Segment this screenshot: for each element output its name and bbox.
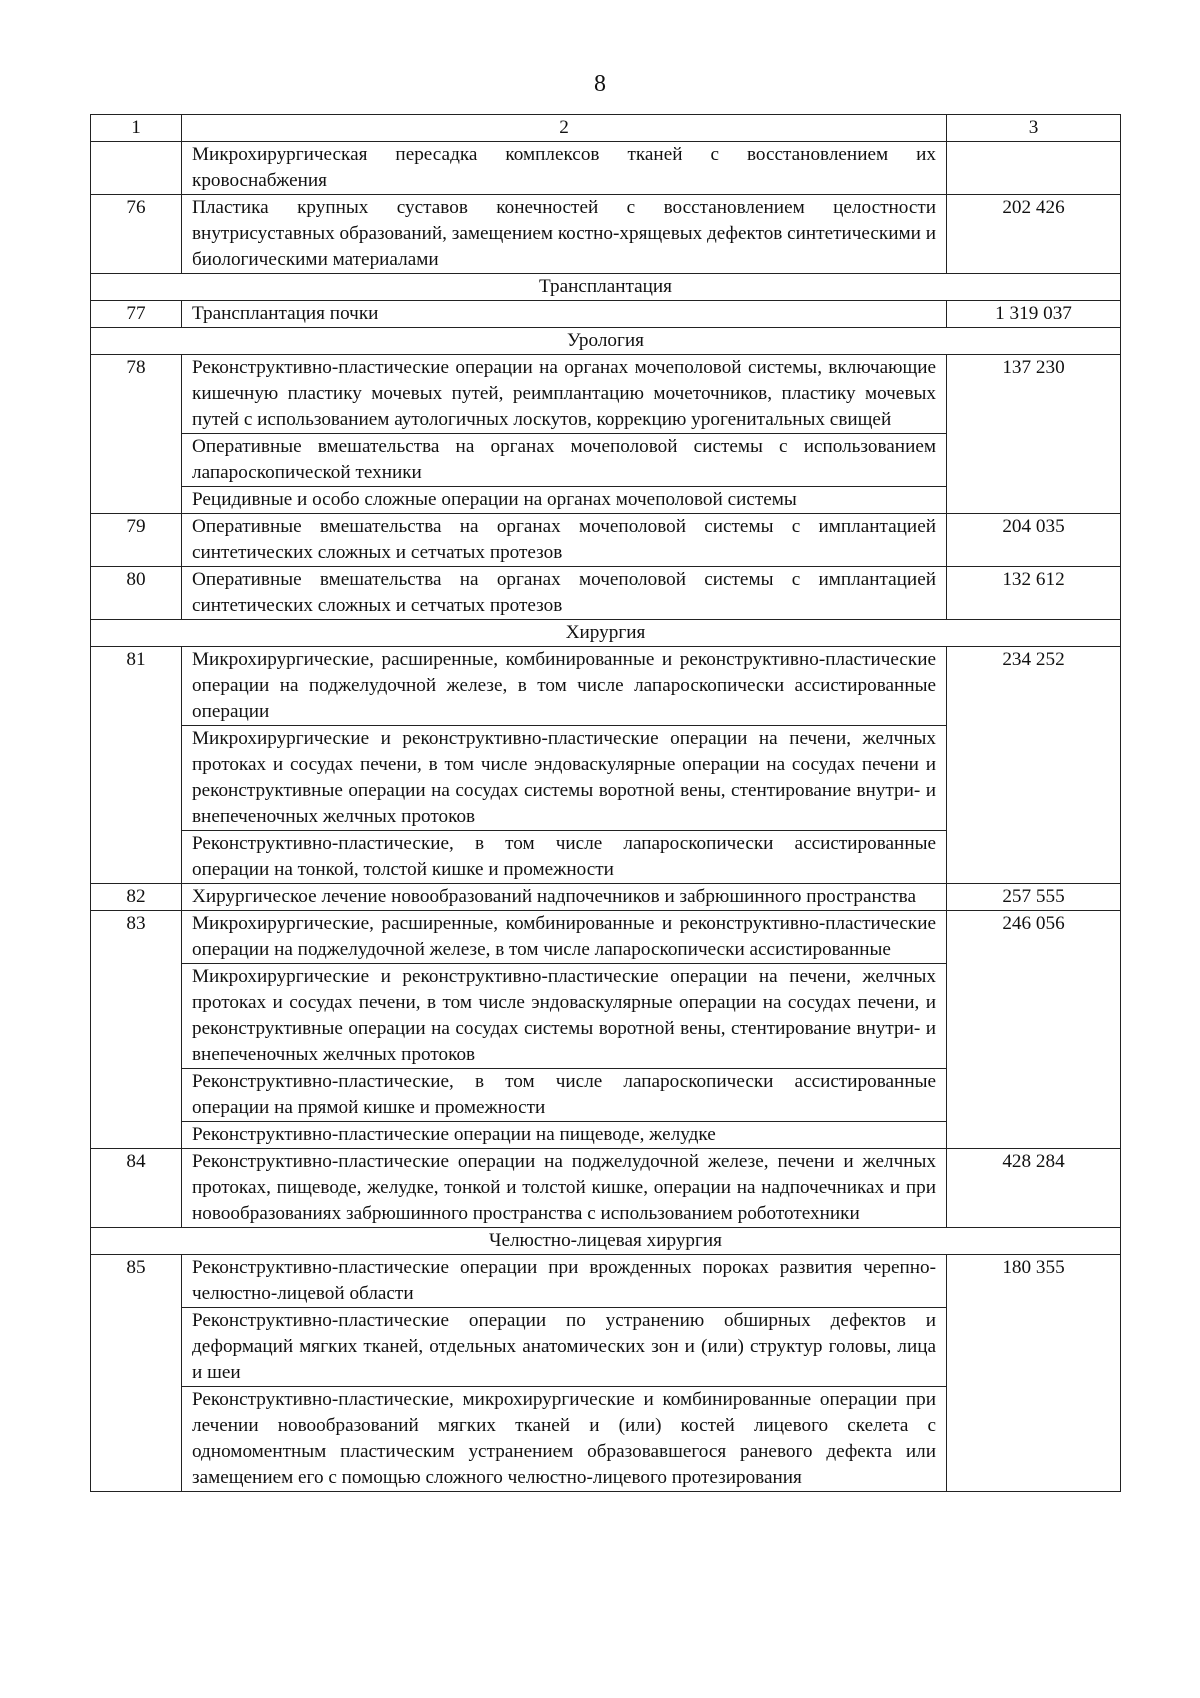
row-number: 79 xyxy=(91,514,182,567)
row-number: 76 xyxy=(91,195,182,274)
row-number: 80 xyxy=(91,567,182,620)
row-value: 1 319 037 xyxy=(947,301,1121,328)
row-description: Реконструктивно-пластические операции на поджелудочной железе, печени и желчных протоках, пищеводе, желудке, тонкой и толстой кишке, операции на надпочечниках и при новообразованиях забрюшинного пространства с использованием робототехники xyxy=(182,1149,947,1228)
row-number: 84 xyxy=(91,1149,182,1228)
page-number: 8 xyxy=(594,71,606,97)
table-row xyxy=(91,567,1121,620)
row-description: Оперативные вмешательства на органах мочеполовой системы с имплантацией синтетических сложных и сетчатых протезов xyxy=(182,514,947,567)
section-row xyxy=(91,1228,1121,1255)
row-value: 132 612 xyxy=(947,567,1121,620)
row-value: 246 056 xyxy=(947,911,1121,1149)
row-description: Оперативные вмешательства на органах мочеполовой системы с имплантацией синтетических сложных и сетчатых протезов xyxy=(182,567,947,620)
header-col-2: 2 xyxy=(182,115,947,142)
row-value xyxy=(947,142,1121,195)
row-value: 234 252 xyxy=(947,647,1121,884)
tariff-table xyxy=(90,114,1121,1492)
section-title: Хирургия xyxy=(91,620,1121,647)
row-description: Хирургическое лечение новообразований надпочечников и забрюшинного пространства xyxy=(182,884,947,911)
row-value: 204 035 xyxy=(947,514,1121,567)
row-description: Реконструктивно-пластические операции при врожденных пороках развития черепно-челюстно-лицевой области xyxy=(182,1255,947,1308)
row-description: Микрохирургические и реконструктивно-пластические операции на печени, желчных протоках и сосудах печени, в том числе эндоваскулярные операции на сосудах печени и реконструктивные операции на сосудах системы воротной вены, стентирование внутри- и внепеченочных желчных протоков xyxy=(182,726,947,831)
row-description: Микрохирургические, расширенные, комбинированные и реконструктивно-пластические операции на поджелудочной железе, в том числе лапароскопически ассистированные операции xyxy=(182,647,947,726)
row-description: Микрохирургическая пересадка комплексов тканей с восстановлением их кровоснабжения xyxy=(182,142,947,195)
row-description: Реконструктивно-пластические операции по устранению обширных дефектов и деформаций мягких тканей, отдельных анатомических зон и (или) структур головы, лица и шеи xyxy=(182,1308,947,1387)
table-row xyxy=(91,195,1121,274)
row-value: 257 555 xyxy=(947,884,1121,911)
header-col-1: 1 xyxy=(91,115,182,142)
row-description: Реконструктивно-пластические операции на органах мочеполовой системы, включающие кишечную пластику мочевых путей, реимплантацию мочеточников, пластику мочевых путей с использованием аутологичных лоскутов, коррекцию урогенитальных свищей xyxy=(182,355,947,434)
row-description: Микрохирургические, расширенные, комбинированные и реконструктивно-пластические операции на поджелудочной железе, в том числе лапароскопически ассистированные xyxy=(182,911,947,964)
row-number: 83 xyxy=(91,911,182,1149)
table-row xyxy=(91,301,1121,328)
table-row xyxy=(91,355,1121,434)
section-title: Урология xyxy=(91,328,1121,355)
section-row xyxy=(91,328,1121,355)
row-value: 137 230 xyxy=(947,355,1121,514)
row-description: Пластика крупных суставов конечностей с восстановлением целостности внутрисуставных образований, замещением костно-хрящевых дефектов синтетическими и биологическими материалами xyxy=(182,195,947,274)
table-row xyxy=(91,1149,1121,1228)
row-description: Оперативные вмешательства на органах мочеполовой системы с использованием лапароскопической техники xyxy=(182,434,947,487)
row-description: Трансплантация почки xyxy=(182,301,947,328)
row-description: Реконструктивно-пластические, в том числе лапароскопически ассистированные операции на тонкой, толстой кишке и промежности xyxy=(182,831,947,884)
row-number: 78 xyxy=(91,355,182,514)
table-row xyxy=(91,911,1121,964)
section-title: Трансплантация xyxy=(91,274,1121,301)
table-row xyxy=(91,1255,1121,1308)
section-title: Челюстно-лицевая хирургия xyxy=(91,1228,1121,1255)
row-description: Рецидивные и особо сложные операции на органах мочеполовой системы xyxy=(182,487,947,514)
table-row xyxy=(91,884,1121,911)
row-value: 202 426 xyxy=(947,195,1121,274)
row-number: 81 xyxy=(91,647,182,884)
header-col-3: 3 xyxy=(947,115,1121,142)
row-number: 82 xyxy=(91,884,182,911)
table-header-row xyxy=(91,115,1121,142)
row-value: 428 284 xyxy=(947,1149,1121,1228)
row-description: Микрохирургические и реконструктивно-пластические операции на печени, желчных протоках и сосудах печени, в том числе эндоваскулярные операции на сосудах печени, и реконструктивные операции на сосудах системы воротной вены, стентирование внутри- и внепеченочных желчных протоков xyxy=(182,964,947,1069)
section-row xyxy=(91,274,1121,301)
table-row xyxy=(91,647,1121,726)
table-row xyxy=(91,514,1121,567)
row-description: Реконструктивно-пластические, микрохирургические и комбинированные операции при лечении новообразований мягких тканей и (или) костей лицевого скелета с одномоментным пластическим устранением образовавшегося раневого дефекта или замещением его с помощью сложного челюстно-лицевого протезирования xyxy=(182,1387,947,1492)
section-row xyxy=(91,620,1121,647)
row-description: Реконструктивно-пластические операции на пищеводе, желудке xyxy=(182,1122,947,1149)
row-number xyxy=(91,142,182,195)
row-value: 180 355 xyxy=(947,1255,1121,1492)
row-number: 85 xyxy=(91,1255,182,1492)
table-row xyxy=(91,142,1121,195)
row-number: 77 xyxy=(91,301,182,328)
row-description: Реконструктивно-пластические, в том числе лапароскопически ассистированные операции на прямой кишке и промежности xyxy=(182,1069,947,1122)
